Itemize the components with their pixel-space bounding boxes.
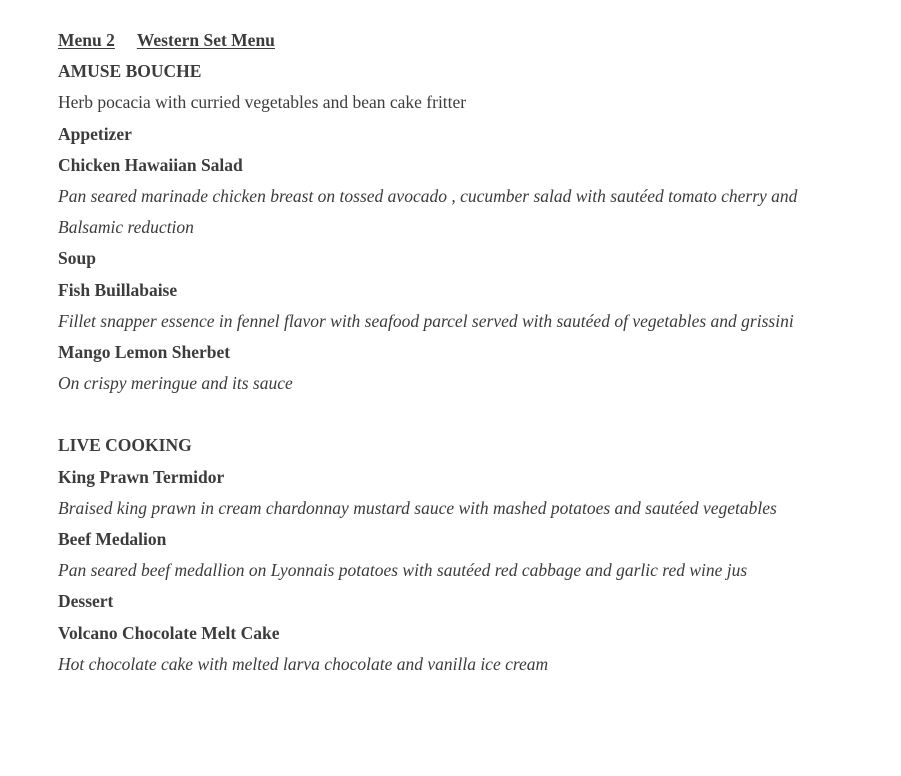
menu-name: Western Set Menu [136, 30, 275, 50]
menu-title [58, 25, 878, 56]
menu-number: Menu 2 [58, 30, 115, 50]
dessert-dish: Volcano Chocolate Melt Cake [58, 622, 280, 643]
live-cooking-dish2: Beef Medalion [58, 529, 167, 549]
section-spacer [58, 399, 878, 430]
live-cooking-dish1-description: Braised king prawn in cream chardonnay mustard sauce with mashed potatoes and sautéed vegetables [58, 497, 777, 518]
soup-heading: Soup [58, 248, 96, 269]
dessert-heading: Dessert [58, 591, 114, 612]
appetizer-heading: Appetizer [58, 123, 132, 144]
appetizer-description-line1: Pan seared marinade chicken breast on tossed avocado , cucumber salad with sautéed tomato cherry and [58, 185, 798, 206]
amuse-heading: AMUSE BOUCHE [58, 61, 202, 82]
appetizer-description-line2: Balsamic reduction [58, 217, 194, 238]
live-cooking-dish2-description: Pan seared beef medallion on Lyonnais potatoes with sautéed red cabbage and garlic red wine jus [58, 560, 748, 581]
soup-dish: Fish Buillabaise [58, 279, 178, 300]
appetizer-dish: Chicken Hawaiian Salad [58, 154, 243, 175]
sorbet-dish: Mango Lemon Sherbet [58, 341, 231, 362]
dessert-description: Hot chocolate cake with melted larva chocolate and vanilla ice cream [58, 653, 549, 674]
menu-document [58, 25, 878, 680]
live-cooking-dish1: King Prawn Termidor [58, 466, 225, 487]
soup-description: Fillet snapper essence in fennel flavor with seafood parcel served with sautéed of vegetables and grissini [58, 310, 794, 331]
amuse-description: Herb pocacia with curried vegetables and bean cake fritter [58, 92, 467, 113]
live-cooking-heading: LIVE COOKING [58, 435, 192, 456]
sorbet-description: On crispy meringue and its sauce [58, 373, 293, 394]
